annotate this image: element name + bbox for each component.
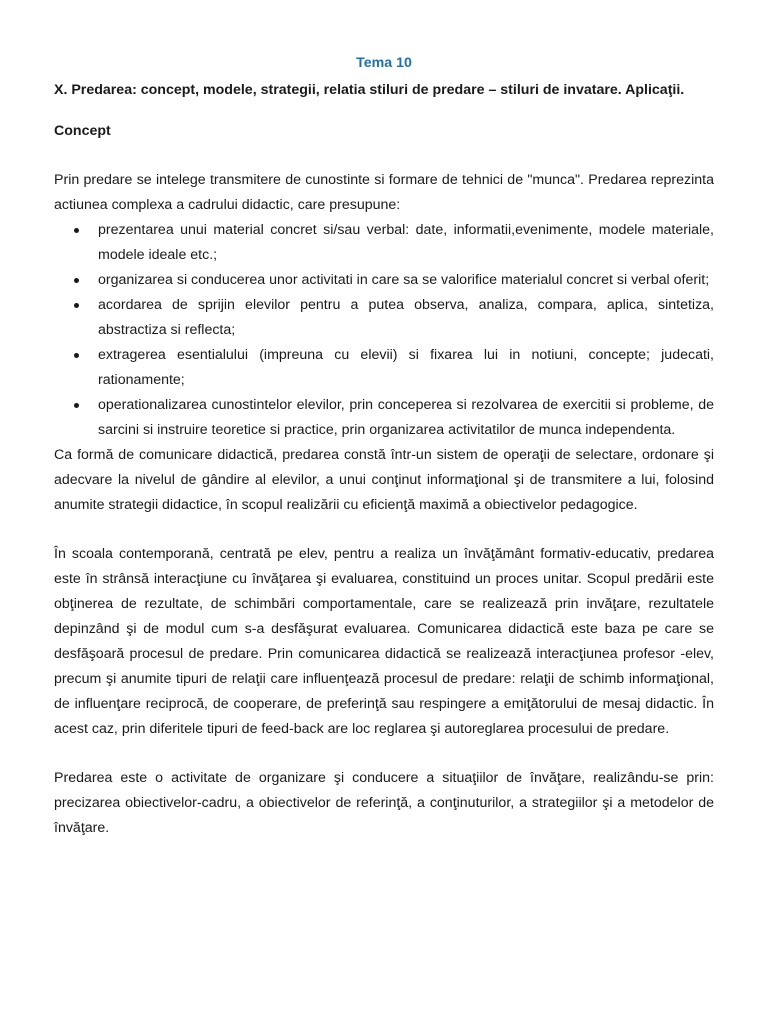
list-item-text: acordarea de sprijin elevilor pentru a putea observa, analiza, compara, aplica, sintetiza, abstractiza si reflecta; — [98, 297, 714, 338]
bullet-icon — [74, 278, 79, 283]
document-page — [54, 52, 714, 841]
intro-paragraph: Prin predare se intelege transmitere de cunostinte si formare de tehnici de "munca". Predarea reprezinta actiunea complexa a cadrului didactic, care presupune: — [54, 172, 714, 213]
bullet-list — [54, 218, 714, 443]
bullet-icon — [74, 228, 79, 233]
list-item — [54, 218, 714, 268]
paragraph-contemporary-school: În scoala contemporană, centrată pe elev, pentru a realiza un învăţământ formativ-educativ, predarea este în strânsă interacţiune cu învăţarea şi evaluarea, constituind un proces unitar. Scopul predării este obţinerea de rezultate, de schimbări comportamentale, care se realizează prin invăţare, rezultatele depinzând şi de modul cum s-a desfăşurat evaluarea. Comunicarea didactică este baza pe care se desfăşoară procesul de predare. Prin comunicarea didactică se realizează interacţiunea profesor -elev, precum şi anumite tipuri de relaţii care influenţează procesul de predare: relaţii de schimb informaţional, de influenţare reciprocă, de cooperare, de preferinţă sau respingere a emiţătorului de mesaj didactic. În acest caz, prin diferitele tipuri de feed-back are loc reglarea şi autoreglarea procesului de predare. — [54, 546, 714, 737]
document-title: Tema 10 — [356, 55, 412, 71]
bullet-icon — [74, 353, 79, 358]
chapter-heading: X. Predarea: concept, modele, strategii, relatia stiluri de predare – stiluri de invatare. Aplicaţii. — [54, 82, 685, 98]
bullet-icon — [74, 403, 79, 408]
list-item-text: operationalizarea cunostintelor elevilor, prin conceperea si rezolvarea de exercitii si probleme, de sarcini si instruire teoretice si practice, prin organizarea activitatilor de munca independenta. — [98, 397, 714, 438]
list-item — [54, 343, 714, 393]
list-item — [54, 268, 714, 293]
section-title: Concept — [54, 123, 111, 139]
list-item — [54, 393, 714, 443]
bullet-icon — [74, 303, 79, 308]
list-item-text: extragerea esentialului (impreuna cu elevii) si fixarea lui in notiuni, concepte; judecati, rationamente; — [98, 347, 714, 388]
paragraph-organization: Predarea este o activitate de organizare şi conducere a situaţiilor de învăţare, realizându-se prin: precizarea obiectivelor-cadru, a obiectivelor de referinţă, a conţinuturilor, a strategiilor şi a metodelor de învăţare. — [54, 770, 714, 836]
list-item — [54, 293, 714, 343]
paragraph-communication: Ca formă de comunicare didactică, predarea constă într-un sistem de operaţii de selectare, ordonare şi adecvare la nivelul de gândire al elevilor, a unui conţinut informaţional şi de transmitere a lui, folosind anumite strategii didactice, în scopul realizării cu eficienţă maximă a obiectivelor pedagogice. — [54, 447, 714, 513]
list-item-text: organizarea si conducerea unor activitati in care sa se valorifice materialul concret si verbal oferit; — [98, 272, 710, 288]
list-item-text: prezentarea unui material concret si/sau verbal: date, informatii,evenimente, modele materiale, modele ideale etc.; — [98, 222, 714, 263]
